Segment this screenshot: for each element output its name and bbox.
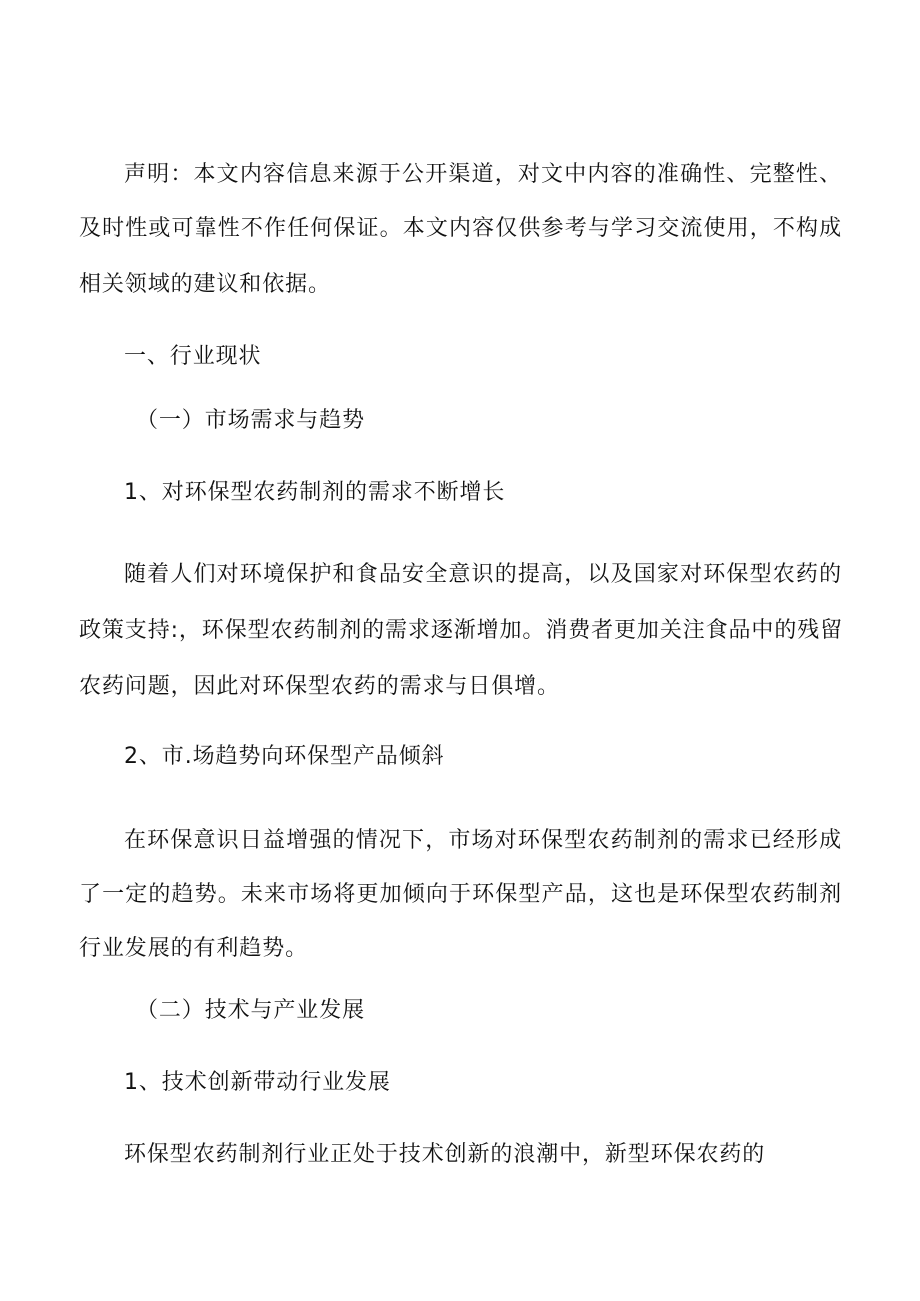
item-heading-3: 1、技术创新带动行业发展 [124, 1070, 391, 1095]
paragraph-1-line-3: 农药问题，因此对环保型农药的需求与日俱增。 [79, 674, 560, 699]
subsection-heading-2: （二）技术与产业发展 [136, 998, 366, 1023]
disclaimer-line-3: 相关领域的建议和依据。 [79, 272, 331, 297]
paragraph-1-line-1: 随着人们对环境保护和食品安全意识的提高，以及国家对环保型农药的 [124, 562, 842, 587]
disclaimer-line-1: 声明：本文内容信息来源于公开渠道，对文中内容的准确性、完整性、 [124, 162, 842, 187]
item-heading-2: 2、市.场趋势向环保型产品倾斜 [124, 744, 445, 769]
item-heading-1: 1、对环保型农药制剂的需求不断增长 [124, 480, 506, 505]
paragraph-2-line-3: 行业发展的有利趋势。 [79, 936, 309, 961]
paragraph-1-line-2: 政策支持:，环保型农药制剂的需求逐渐增加。消费者更加关注食品中的残留 [79, 618, 844, 643]
section-heading: 一、行业现状 [124, 344, 262, 369]
paragraph-2-line-2: 了一定的趋势。未来市场将更加倾向于环保型产品，这也是环保型农药制剂 [79, 882, 842, 907]
paragraph-3-line-1: 环保型农药制剂行业正处于技术创新的浪潮中，新型环保农药的 [124, 1142, 766, 1167]
paragraph-2-line-1: 在环保意识日益增强的情况下，市场对环保型农药制剂的需求已经形成 [124, 828, 842, 853]
subsection-heading-1: （一）市场需求与趋势 [136, 408, 366, 433]
disclaimer-line-2: 及时性或可靠性不作任何保证。本文内容仅供参考与学习交流使用，不构成 [79, 216, 842, 241]
